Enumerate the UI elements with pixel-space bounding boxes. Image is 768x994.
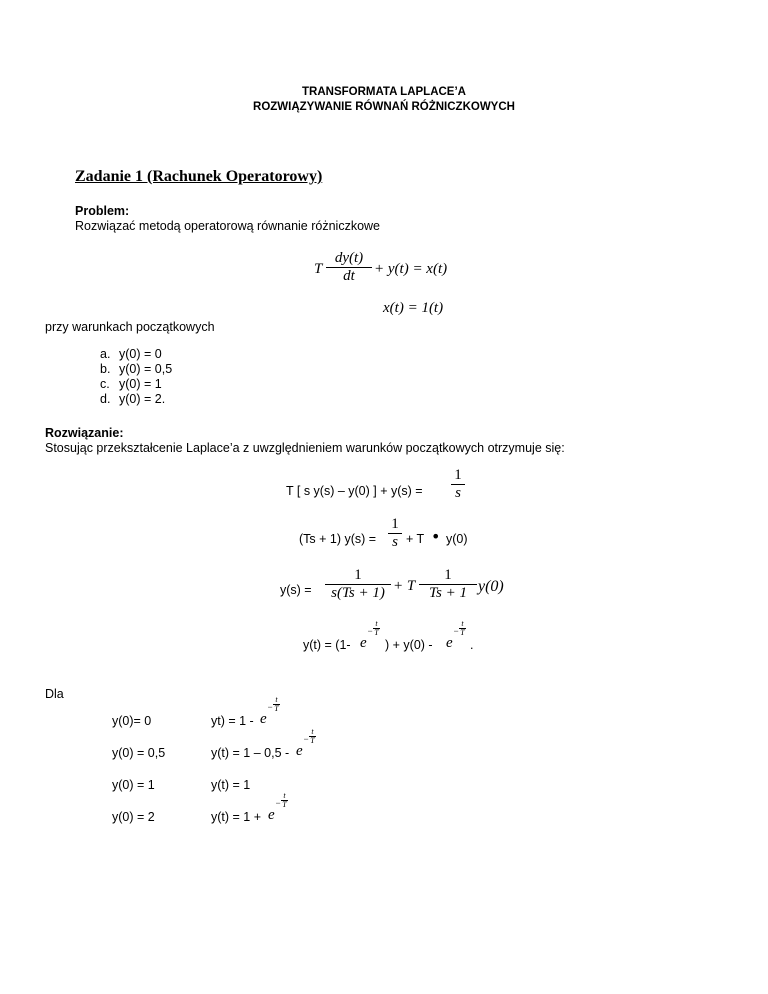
eq4-e-1: e [360,635,367,651]
eq3-fraction-2 [419,567,477,602]
result-value-1: yt) = 1 - [211,714,254,728]
eq3-numerator-1: 1 [354,567,362,583]
input-equation: x(t) = 1(t) [383,300,444,316]
condition-marker-a: a. [100,347,111,361]
condition-d: y(0) = 2. [119,392,166,406]
solution-text: Stosując przekształcenie Laplace’a z uwzględnieniem warunków początkowych otrzymuje się: [45,441,565,455]
condition-marker-d: d. [100,392,111,406]
eq4-part-b: ) + y(0) - [385,638,433,652]
eq3-tail: y(0) [478,578,504,595]
eq4-exponent-2 [459,620,466,637]
eq4-exp-den-2: T [460,628,465,637]
document-title-line2: ROZWIĄZYWANIE RÓWNAŃ RÓŻNICZKOWYCH [253,101,515,113]
ode-denominator: dt [343,268,355,284]
eq3-denominator-1: s(Ts + 1) [331,585,385,601]
eq4-part-a: y(t) = (1- [303,638,351,652]
eq2-rest: + T [406,532,425,546]
eq4-exp-den-1: T [374,628,379,637]
eq3-denominator-2: Ts + 1 [429,585,467,601]
eq4-exponent-1 [373,620,380,637]
condition-b: y(0) = 0,5 [119,362,173,376]
eq4-part-c: . [470,638,474,652]
eq2-tail: y(0) [446,532,468,546]
ode-T: T [314,261,323,277]
result-exponent-2 [309,728,316,745]
result-exp-den-4: T [282,800,287,809]
result-e-2: e [296,743,303,759]
eq2-left: (Ts + 1) y(s) = [299,532,377,546]
result-exp-num-2: t [311,727,314,736]
eq3-mid: + T [393,578,416,594]
ode-fraction [326,250,372,285]
result-exp-den-2: T [310,736,315,745]
result-e-4: e [268,807,275,823]
eq4-e-2: e [446,635,453,651]
result-exponent-4 [281,792,288,809]
bullet-dot: • [431,527,441,546]
result-exp-minus-1: − [267,702,274,712]
ode-rest: + y(t) = x(t) [374,261,448,277]
eq1-denominator: s [455,485,461,501]
eq4-exp-minus-2: − [453,626,460,636]
eq4-exp-num-1: t [375,619,378,628]
result-condition-3: y(0) = 1 [112,778,155,792]
ode-numerator: dy(t) [334,250,364,266]
eq3-fraction-1 [325,567,391,602]
eq2-numerator: 1 [391,516,399,532]
condition-c: y(0) = 1 [119,377,162,391]
eq4-exp-num-2: t [461,619,464,628]
result-condition-4: y(0) = 2 [112,810,155,824]
result-value-3: y(t) = 1 [211,778,251,792]
task-title: Zadanie 1 (Rachunek Operatorowy) [75,168,323,185]
results-intro: Dla [45,687,64,701]
eq2-fraction [388,516,402,551]
result-value-4: y(t) = 1 + [211,810,262,824]
solution-label: Rozwiązanie: [45,426,124,440]
eq2-denominator: s [392,534,398,550]
result-exp-minus-2: − [303,734,310,744]
result-condition-2: y(0) = 0,5 [112,746,166,760]
problem-label: Problem: [75,204,130,218]
result-value-2: y(t) = 1 – 0,5 - [211,746,290,760]
result-condition-1: y(0)= 0 [112,714,152,728]
result-exp-num-1: t [275,695,278,704]
result-exp-minus-4: − [275,798,282,808]
eq1-left: T [ s y(s) – y(0) ] + y(s) = [286,484,423,498]
eq1-numerator: 1 [454,467,462,483]
result-e-1: e [260,711,267,727]
condition-marker-b: b. [100,362,111,376]
conditions-intro: przy warunkach początkowych [45,320,215,334]
document-title-line1: TRANSFORMATA LAPLACE’A [302,86,466,98]
condition-a: y(0) = 0 [119,347,162,361]
eq1-fraction [451,467,465,502]
condition-marker-c: c. [100,377,110,391]
problem-text: Rozwiązać metodą operatorową równanie różniczkowe [75,219,381,233]
result-exp-den-1: T [274,704,279,713]
eq3-left: y(s) = [280,583,312,597]
result-exp-num-4: t [283,791,286,800]
result-exponent-1 [273,696,280,713]
eq4-exp-minus-1: − [367,626,374,636]
eq3-numerator-2: 1 [444,567,452,583]
